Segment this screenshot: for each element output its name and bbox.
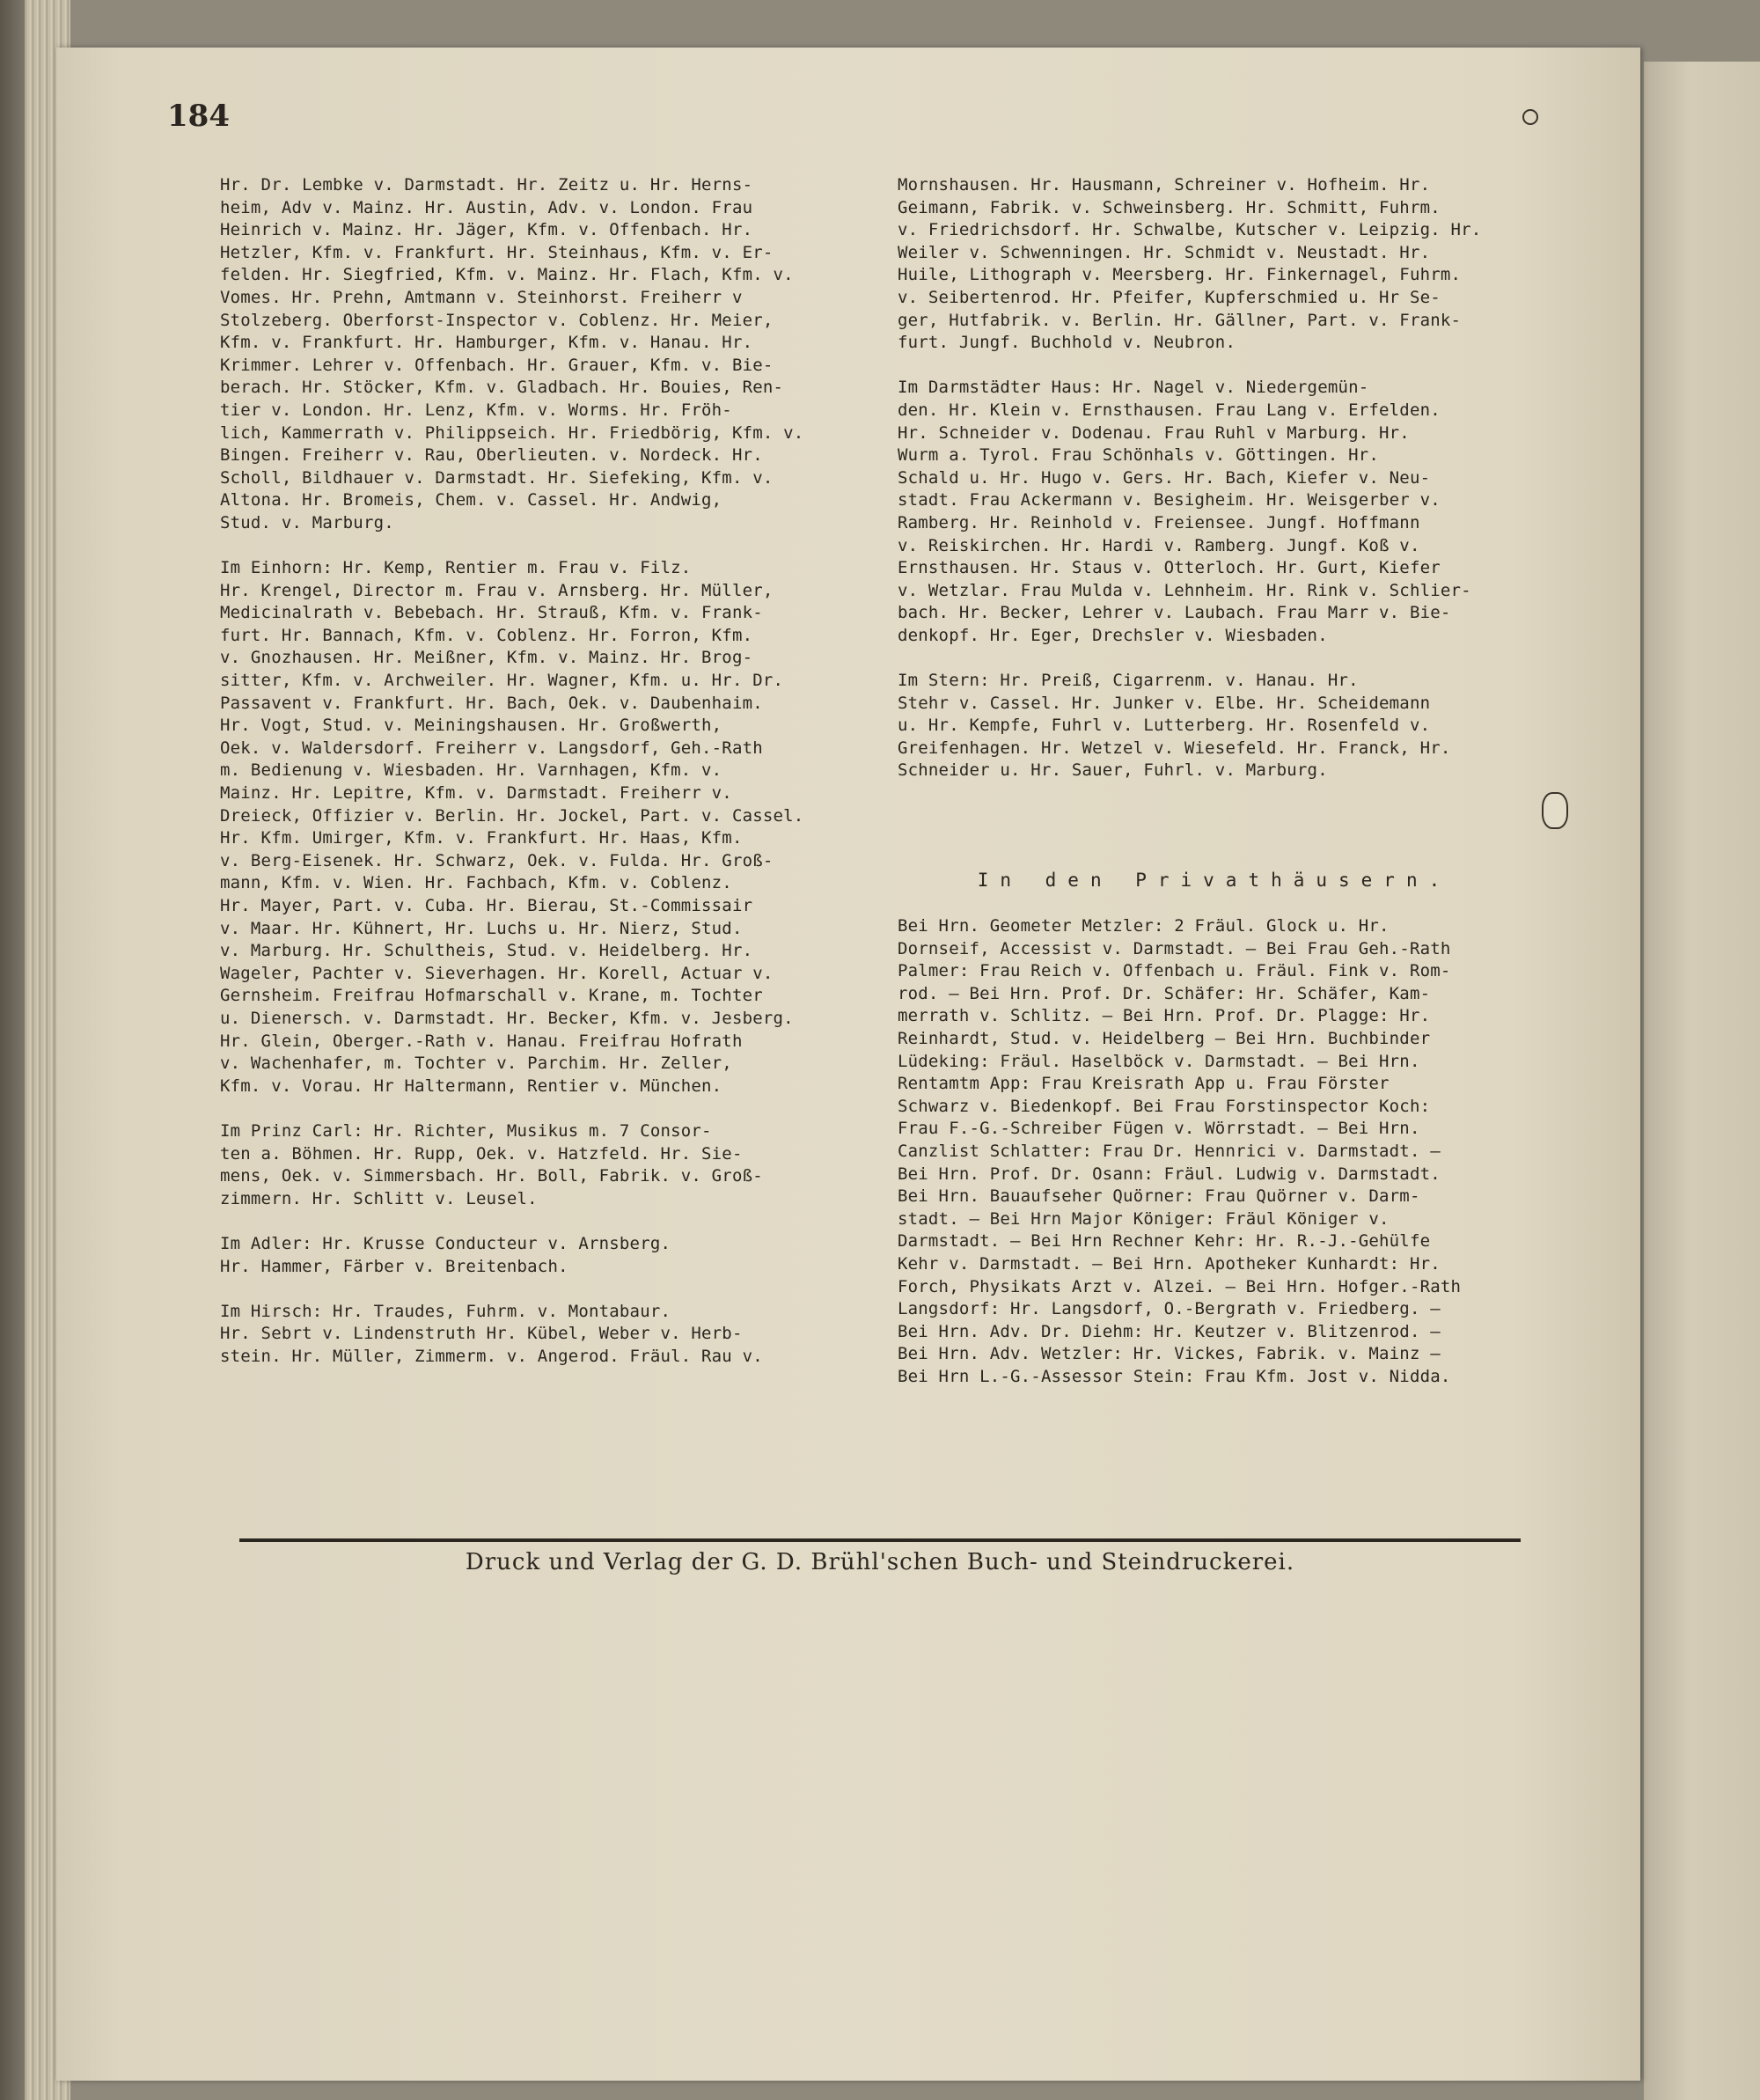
right-column — [898, 174, 1531, 782]
text-line: v. Gnozhausen. Hr. Meißner, Kfm. v. Mainz. Hr. Brog- — [220, 648, 753, 668]
text-line: Bei Hrn. Adv. Wetzler: Hr. Vickes, Fabrik. v. Mainz — — [898, 1344, 1441, 1364]
paragraph-gap — [220, 535, 818, 558]
text-line: u. Hr. Kempfe, Fuhrl v. Lutterberg. Hr. Rosenfeld v. — [898, 716, 1431, 736]
printer-imprint: Druck und Verlag der G. D. Brühl'schen Buch- und Steindruckerei. — [465, 1549, 1295, 1575]
paragraph-gap — [220, 1278, 818, 1301]
text-line: Stolzeberg. Oberforst-Inspector v. Coblenz. Hr. Meier, — [220, 310, 774, 330]
text-line: v. Reiskirchen. Hr. Hardi v. Ramberg. Jungf. Koß v. — [898, 535, 1420, 555]
text-line: Kfm. v. Vorau. Hr Haltermann, Rentier v. München. — [220, 1076, 722, 1096]
text-line: Im Darmstädter Haus: Hr. Nagel v. Niedergemün- — [898, 378, 1369, 398]
text-line: u. Dienersch. v. Darmstadt. Hr. Becker, Kfm. v. Jesberg. — [220, 1008, 794, 1028]
adjacent-page-edge — [1644, 62, 1760, 2100]
text-line: v. Berg-Eisenek. Hr. Schwarz, Oek. v. Fulda. Hr. Groß- — [220, 850, 774, 870]
text-line: Greifenhagen. Hr. Wetzel v. Wiesefeld. Hr. Franck, Hr. — [898, 738, 1451, 758]
text-line: Dornseif, Accessist v. Darmstadt. — Bei Frau Geh.-Rath — [898, 938, 1451, 958]
text-line: v. Wachenhafer, m. Tochter v. Parchim. Hr. Zeller, — [220, 1054, 732, 1074]
paragraph-gap — [220, 1098, 818, 1120]
text-line: Bei Hrn. Geometer Metzler: 2 Fräul. Glock u. Hr. — [898, 916, 1390, 936]
text-line: Rentamtm App: Frau Kreisrath App u. Frau Förster — [898, 1074, 1390, 1094]
text-line: Im Hirsch: Hr. Traudes, Fuhrm. v. Montabaur. — [220, 1301, 671, 1321]
text-line: Hr. Vogt, Stud. v. Meiningshausen. Hr. Großwerth, — [220, 716, 722, 736]
text-line: Forch, Physikats Arzt v. Alzei. — Bei Hrn. Hofger.-Rath — [898, 1276, 1462, 1296]
footer-rule — [239, 1538, 1521, 1542]
paragraph-gap — [898, 647, 1531, 670]
text-line: stein. Hr. Müller, Zimmerm. v. Angerod. Fräul. Rau v. — [220, 1346, 763, 1366]
text-line: Palmer: Frau Reich v. Offenbach u. Fräul. Fink v. Rom- — [898, 961, 1451, 981]
text-line: tier v. London. Hr. Lenz, Kfm. v. Worms. Hr. Fröh- — [220, 400, 732, 420]
text-line: Heinrich v. Mainz. Hr. Jäger, Kfm. v. Offenbach. Hr. — [220, 220, 753, 240]
text-line: heim, Adv v. Mainz. Hr. Austin, Adv. v. London. Frau — [220, 197, 753, 217]
text-line: Hr. Hammer, Färber v. Breitenbach. — [220, 1256, 568, 1276]
text-line: Hr. Mayer, Part. v. Cuba. Hr. Bierau, St.-Commissair — [220, 896, 753, 915]
text-line: Frau F.-G.-Schreiber Fügen v. Wörrstadt. — Bei Hrn. — [898, 1119, 1420, 1139]
text-line: Hr. Schneider v. Dodenau. Frau Ruhl v Marburg. Hr. — [898, 422, 1410, 443]
text-line: Altona. Hr. Bromeis, Chem. v. Cassel. Hr. Andwig, — [220, 490, 722, 510]
text-line: rod. — Bei Hrn. Prof. Dr. Schäfer: Hr. Schäfer, Kam- — [898, 983, 1431, 1003]
text-line: v. Wetzlar. Frau Mulda v. Lehnheim. Hr. Rink v. Schlier- — [898, 580, 1471, 600]
text-line: Hr. Kfm. Umirger, Kfm. v. Frankfurt. Hr. Haas, Kfm. — [220, 828, 743, 848]
text-line: Geimann, Fabrik. v. Schweinsberg. Hr. Schmitt, Fuhrm. — [898, 197, 1441, 217]
text-line: Vomes. Hr. Prehn, Amtmann v. Steinhorst. Freiherr v — [220, 287, 743, 307]
text-line: sitter, Kfm. v. Archweiler. Hr. Wagner, Kfm. u. Hr. Dr. — [220, 671, 784, 691]
text-line: Im Stern: Hr. Preiß, Cigarrenm. v. Hanau. Hr. — [898, 671, 1359, 691]
text-line: Kfm. v. Frankfurt. Hr. Hamburger, Kfm. v. Hanau. Hr. — [220, 333, 753, 353]
text-line: denkopf. Hr. Eger, Drechsler v. Wiesbaden. — [898, 625, 1328, 645]
text-line: Im Einhorn: Hr. Kemp, Rentier m. Frau v. Filz. — [220, 558, 692, 578]
text-line: Dreieck, Offizier v. Berlin. Hr. Jockel, Part. v. Cassel. — [220, 805, 804, 826]
private-houses-column — [898, 915, 1531, 1388]
text-line: v. Maar. Hr. Kühnert, Hr. Luchs u. Hr. Nierz, Stud. — [220, 918, 743, 938]
text-line: Hetzler, Kfm. v. Frankfurt. Hr. Steinhaus, Kfm. v. Er- — [220, 242, 774, 262]
text-line: felden. Hr. Siegfried, Kfm. v. Mainz. Hr. Flach, Kfm. v. — [220, 265, 794, 285]
paragraph-gap — [220, 1210, 818, 1233]
paragraph-gap — [898, 355, 1531, 378]
text-line: Im Prinz Carl: Hr. Richter, Musikus m. 7 Consor- — [220, 1120, 712, 1141]
section-heading: In den Privathäusern. — [977, 870, 1452, 891]
text-line: Medicinalrath v. Bebebach. Hr. Strauß, Kfm. v. Frank- — [220, 603, 763, 623]
text-line: berach. Hr. Stöcker, Kfm. v. Gladbach. Hr. Bouies, Ren- — [220, 378, 784, 398]
book-spine-shadow — [0, 0, 25, 2100]
text-line: Mainz. Hr. Lepitre, Kfm. v. Darmstadt. Freiherr v. — [220, 783, 732, 804]
text-line: v. Friedrichsdorf. Hr. Schwalbe, Kutscher v. Leipzig. Hr. — [898, 220, 1482, 240]
text-line: Wageler, Pachter v. Sieverhagen. Hr. Korell, Actuar v. — [220, 963, 774, 983]
text-line: Reinhardt, Stud. v. Heidelberg — Bei Hrn. Buchbinder — [898, 1028, 1431, 1048]
text-line: Bei Hrn L.-G.-Assessor Stein: Frau Kfm. Jost v. Nidda. — [898, 1366, 1451, 1386]
text-line: Schneider u. Hr. Sauer, Fuhrl. v. Marburg. — [898, 760, 1328, 781]
text-line: Weiler v. Schwenningen. Hr. Schmidt v. Neustadt. Hr. — [898, 242, 1431, 262]
text-line: Kehr v. Darmstadt. — Bei Hrn. Apotheker Kunhardt: Hr. — [898, 1253, 1441, 1274]
text-line: Mornshausen. Hr. Hausmann, Schreiner v. Hofheim. Hr. — [898, 175, 1431, 195]
text-line: Huile, Lithograph v. Meersberg. Hr. Finkernagel, Fuhrm. — [898, 265, 1462, 285]
text-line: zimmern. Hr. Schlitt v. Leusel. — [220, 1188, 538, 1208]
text-line: Lüdeking: Fräul. Haselböck v. Darmstadt. — Bei Hrn. — [898, 1051, 1420, 1071]
text-line: Passavent v. Frankfurt. Hr. Bach, Oek. v. Daubenhaim. — [220, 693, 763, 713]
text-line: stadt. Frau Ackermann v. Besigheim. Hr. Weisgerber v. — [898, 490, 1441, 510]
text-line: v. Marburg. Hr. Schultheis, Stud. v. Heidelberg. Hr. — [220, 941, 753, 961]
text-line: Schald u. Hr. Hugo v. Gers. Hr. Bach, Kiefer v. Neu- — [898, 467, 1431, 488]
page-number: 184 — [167, 99, 230, 134]
text-line: lich, Kammerrath v. Philippseich. Hr. Friedbörig, Kfm. v. — [220, 422, 804, 443]
text-line: Hr. Glein, Oberger.-Rath v. Hanau. Freifrau Hofrath — [220, 1031, 743, 1051]
text-line: Scholl, Bildhauer v. Darmstadt. Hr. Siefeking, Kfm. v. — [220, 467, 774, 488]
text-line: m. Bedienung v. Wiesbaden. Hr. Varnhagen, Kfm. v. — [220, 760, 722, 781]
text-line: Bei Hrn. Adv. Dr. Diehm: Hr. Keutzer v. Blitzenrod. — — [898, 1321, 1441, 1341]
text-line: Hr. Krengel, Director m. Frau v. Arnsberg. Hr. Müller, — [220, 580, 774, 600]
text-line: furt. Hr. Bannach, Kfm. v. Coblenz. Hr. Forron, Kfm. — [220, 625, 753, 645]
text-line: Langsdorf: Hr. Langsdorf, O.-Bergrath v. Friedberg. — — [898, 1299, 1441, 1319]
left-column — [220, 174, 818, 1368]
text-line: merrath v. Schlitz. — Bei Hrn. Prof. Dr. Plagge: Hr. — [898, 1006, 1431, 1026]
text-line: Canzlist Schlatter: Frau Dr. Hennrici v. Darmstadt. — — [898, 1141, 1441, 1161]
text-line: Bei Hrn. Bauaufseher Quörner: Frau Quörner v. Darm- — [898, 1186, 1420, 1207]
text-line: Oek. v. Waldersdorf. Freiherr v. Langsdorf, Geh.-Rath — [220, 738, 763, 758]
text-line: Stehr v. Cassel. Hr. Junker v. Elbe. Hr. Scheidemann — [898, 693, 1431, 713]
text-line: v. Seibertenrod. Hr. Pfeifer, Kupferschmied u. Hr Se- — [898, 287, 1441, 307]
text-line: Ramberg. Hr. Reinhold v. Freiensee. Jungf. Hoffmann — [898, 512, 1420, 532]
text-line: Bingen. Freiherr v. Rau, Oberlieuten. v. Nordeck. Hr. — [220, 445, 763, 466]
text-line: Hr. Sebrt v. Lindenstruth Hr. Kübel, Weber v. Herb- — [220, 1324, 743, 1344]
text-line: bach. Hr. Becker, Lehrer v. Laubach. Frau Marr v. Bie- — [898, 603, 1451, 623]
text-line: stadt. — Bei Hrn Major Königer: Fräul Königer v. — [898, 1208, 1390, 1229]
text-line: Darmstadt. — Bei Hrn Rechner Kehr: Hr. R.-J.-Gehülfe — [898, 1231, 1431, 1252]
corner-circle-mark — [1522, 109, 1538, 125]
text-line: den. Hr. Klein v. Ernsthausen. Frau Lang v. Erfelden. — [898, 400, 1441, 420]
text-line: Bei Hrn. Prof. Dr. Osann: Fräul. Ludwig v. Darmstadt. — [898, 1164, 1441, 1184]
text-line: Ernsthausen. Hr. Staus v. Otterloch. Hr. Gurt, Kiefer — [898, 558, 1441, 578]
text-line: Gernsheim. Freifrau Hofmarschall v. Krane, m. Tochter — [220, 986, 763, 1006]
text-line: ten a. Böhmen. Hr. Rupp, Oek. v. Hatzfeld. Hr. Sie- — [220, 1143, 743, 1164]
text-line: mens, Oek. v. Simmersbach. Hr. Boll, Fabrik. v. Groß- — [220, 1166, 763, 1186]
text-line: Stud. v. Marburg. — [220, 512, 394, 532]
text-line: Hr. Dr. Lembke v. Darmstadt. Hr. Zeitz u. Hr. Herns- — [220, 175, 753, 195]
text-line: Im Adler: Hr. Krusse Conducteur v. Arnsberg. — [220, 1233, 671, 1253]
text-line: furt. Jungf. Buchhold v. Neubron. — [898, 333, 1236, 353]
text-line: Krimmer. Lehrer v. Offenbach. Hr. Grauer, Kfm. v. Bie- — [220, 355, 774, 375]
text-line: Schwarz v. Biedenkopf. Bei Frau Forstinspector Koch: — [898, 1096, 1431, 1116]
text-line: ger, Hutfabrik. v. Berlin. Hr. Gällner, Part. v. Frank- — [898, 310, 1462, 330]
paper-tab-mark — [1542, 792, 1568, 829]
text-line: mann, Kfm. v. Wien. Hr. Fachbach, Kfm. v. Coblenz. — [220, 873, 732, 893]
text-line: Wurm a. Tyrol. Frau Schönhals v. Göttingen. Hr. — [898, 445, 1380, 466]
